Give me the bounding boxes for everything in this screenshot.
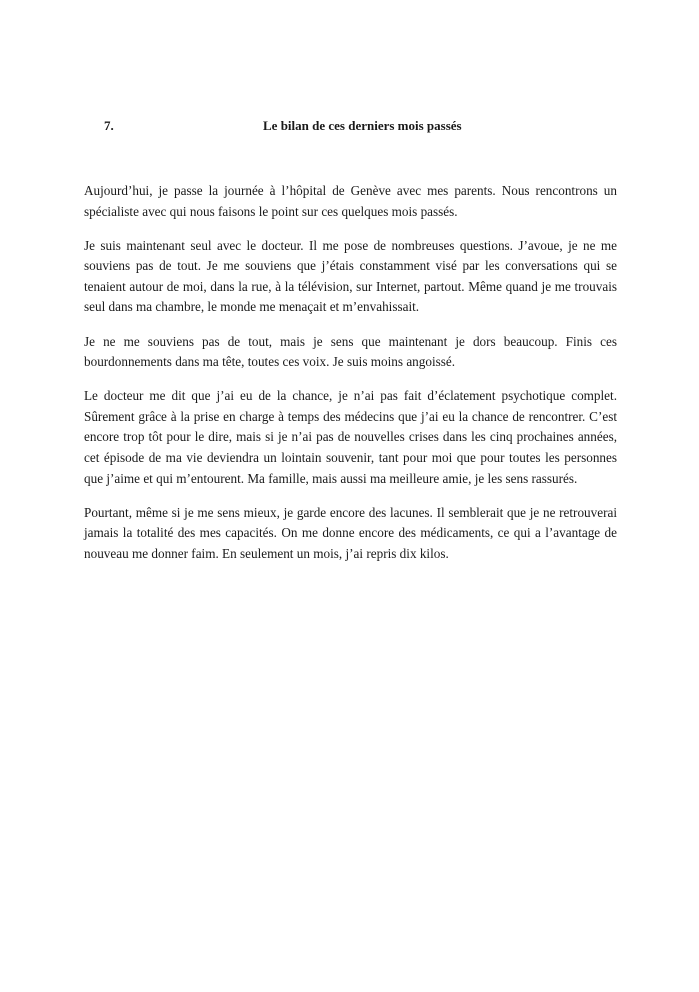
- chapter-number: 7.: [104, 118, 114, 133]
- paragraph-3: Je ne me souviens pas de tout, mais je sens que maintenant je dors beaucoup. Finis ces bourdonnements dans ma tête, toutes ces voix. Je suis moins angoissé.: [84, 333, 617, 370]
- paragraph-2: Je suis maintenant seul avec le docteur. Il me pose de nombreuses questions. J’avoue, je ne me souviens pas de tout. Je me souviens que j’étais constamment visé par les conversations qui se tenaient autour de moi, dans la rue, à la télévision, sur Internet, partout. Même quand je me trouvais seul dans ma chambre, le monde me menaçait et m’envahissait.: [84, 237, 617, 315]
- chapter-body: [84, 181, 617, 578]
- chapter-heading: [0, 118, 699, 138]
- paragraph-1: Aujourd’hui, je passe la journée à l’hôpital de Genève avec mes parents. Nous rencontrons un spécialiste avec qui nous faisons le point sur ces quelques mois passés.: [84, 183, 617, 219]
- paragraph-5: Pourtant, même si je me sens mieux, je garde encore des lacunes. Il semblerait que je ne retrouverai jamais la totalité des mes capacités. On me donne encore des médicaments, ce qui a l’avantage de nouveau me donner faim. En seulement un mois, j’ai repris dix kilos.: [84, 504, 617, 561]
- chapter-title: Le bilan de ces derniers mois passés: [263, 118, 462, 133]
- paragraph-4: Le docteur me dit que j’ai eu de la chance, je n’ai pas fait d’éclatement psychotique complet. Sûrement grâce à la prise en charge à temps des médecins que j’ai eu la chance de rencontrer. C’est encore trop tôt pour le dire, mais si je n’ai pas de nouvelles crises dans les cinq prochaines années, cet épisode de ma vie deviendra un lointain souvenir, tant pour moi que pour toutes les personnes que j’aime et qui m’entourent. Ma famille, mais aussi ma meilleure amie, je les sens rassurés.: [84, 388, 617, 486]
